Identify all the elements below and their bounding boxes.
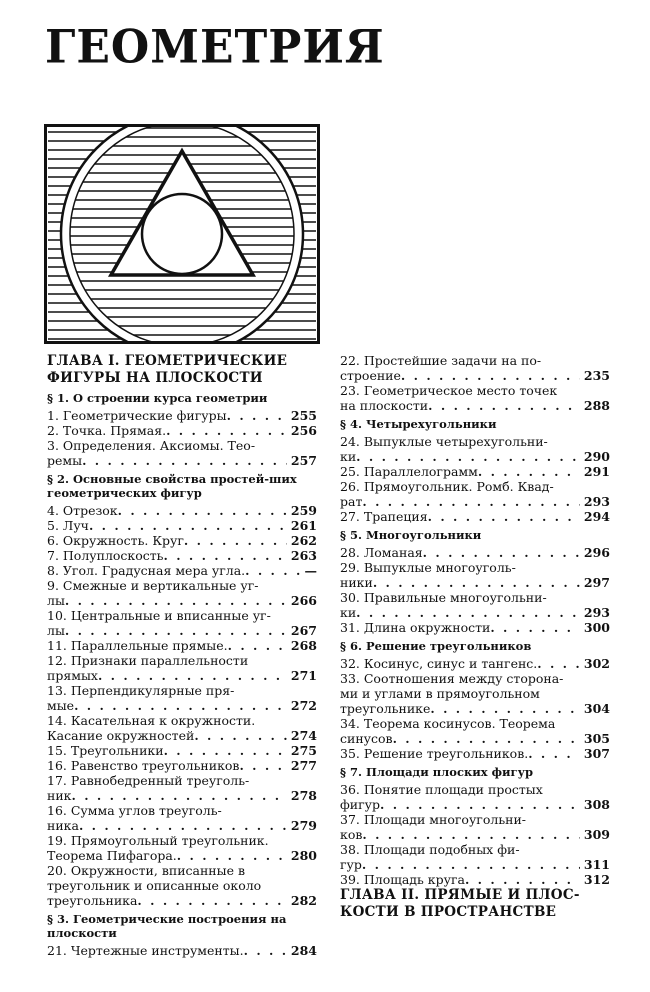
dot-leader [166, 423, 287, 438]
toc-entry-text: 16. Сумма углов треуголь- [47, 803, 222, 818]
toc-entry [340, 620, 610, 635]
page-number: 256 [290, 423, 317, 438]
section-heading: § 4. Четырехугольники [340, 417, 497, 431]
toc-entry [340, 560, 610, 590]
toc-entry-text: 38. Площади подобных фи- [340, 842, 520, 857]
dot-leader [356, 449, 580, 464]
toc-entry-text: 21. Чертежные инструменты. [47, 943, 244, 958]
toc-entry [340, 434, 610, 464]
page-number: 311 [583, 857, 610, 872]
dot-leader [244, 943, 287, 958]
toc-entry-text: 17. Равнобедренный треуголь- [47, 773, 250, 788]
page-number: 259 [290, 503, 317, 518]
toc-entry-text: гур [340, 857, 362, 872]
page-number: 293 [583, 494, 610, 509]
toc-entry [340, 671, 610, 716]
section-heading: § 2. Основные свойства простей-ших геометрических фигур [47, 472, 297, 500]
toc-entry [47, 518, 317, 533]
toc-entry [47, 563, 317, 578]
dot-leader [98, 668, 287, 683]
page-number: 278 [290, 788, 317, 803]
page-number: 309 [583, 827, 610, 842]
section-heading: § 7. Площади плоских фигур [340, 765, 534, 779]
toc-entry [47, 408, 317, 423]
toc-entry-text: 31. Длина окружности [340, 620, 491, 635]
toc-entry-text: 7. Полуплоскость [47, 548, 164, 563]
dot-leader [428, 509, 580, 524]
toc-entry-text: ки [340, 449, 357, 464]
page-number: 277 [290, 758, 317, 773]
toc-entry [340, 479, 610, 509]
page-number: 300 [583, 620, 610, 635]
dot-leader [373, 575, 580, 590]
dot-leader [65, 623, 287, 638]
toc-entry-text: синусов [340, 731, 393, 746]
page-number: 263 [290, 548, 317, 563]
toc-entry-text: мые [47, 698, 75, 713]
toc-entry-text: 20. Окружности, вписанные в [47, 863, 245, 878]
toc-entry-text: фигур [340, 797, 381, 812]
toc-entry-text: ник [47, 788, 72, 803]
dot-leader [71, 788, 286, 803]
toc-entry [340, 842, 610, 872]
toc-entry-text: 5. Луч [47, 518, 89, 533]
page-number: 274 [290, 728, 317, 743]
toc-entry [340, 872, 610, 887]
toc-entry-text: ки [340, 605, 357, 620]
toc-entry-text: 27. Трапеция [340, 509, 428, 524]
page-number: 267 [290, 623, 317, 638]
dot-leader [401, 368, 580, 383]
dot-leader [74, 698, 287, 713]
toc-entry-text: 32. Косинус, синус и тангенс. [340, 656, 538, 671]
page-number: 257 [290, 453, 317, 468]
toc-entry [340, 509, 610, 524]
dot-leader [118, 503, 287, 518]
page-number: 272 [290, 698, 317, 713]
toc-entry [47, 503, 317, 518]
toc-entry [47, 608, 317, 638]
toc-entry [47, 423, 317, 438]
page-title: ГЕОМЕТРИЯ [45, 20, 385, 75]
page-number: 304 [583, 701, 610, 716]
page-number: 308 [583, 797, 610, 812]
toc-entry-text: 6. Окружность. Круг [47, 533, 184, 548]
page-number: 255 [290, 408, 317, 423]
toc-entry [47, 863, 317, 908]
section-heading: § 1. О строении курса геометрии [47, 391, 268, 405]
toc-entry [340, 812, 610, 842]
toc-entry [47, 578, 317, 608]
toc-entry [340, 353, 610, 383]
toc-entry [47, 943, 317, 958]
page-number: 302 [583, 656, 610, 671]
page-number: 271 [290, 668, 317, 683]
toc-entry-text: треугольнике [340, 701, 431, 716]
toc-entry [340, 464, 610, 479]
toc-entry-text: 10. Центральные и вписанные уг- [47, 608, 271, 623]
section-heading: § 5. Многоугольники [340, 528, 482, 542]
toc-entry-text: Теорема Пифагора. [47, 848, 177, 863]
chapter-heading: ГЛАВА II. ПРЯМЫЕ И ПЛОС- КОСТИ В ПРОСТРАНСТВЕ [340, 887, 580, 920]
toc-entry-text: 15. Треугольники [47, 743, 164, 758]
page-number: 268 [290, 638, 317, 653]
toc-entry-text: 8. Угол. Градусная мера угла. [47, 563, 246, 578]
toc-entry-text: ремы [47, 453, 83, 468]
toc-entry [47, 653, 317, 683]
page-number: 294 [583, 509, 610, 524]
page-number: 305 [583, 731, 610, 746]
toc-entry-text: 23. Геометрическое место точек [340, 383, 558, 398]
toc-entry-text: ков [340, 827, 363, 842]
dot-leader [89, 518, 287, 533]
dot-leader [65, 593, 287, 608]
page-number: 262 [290, 533, 317, 548]
page-number: 235 [583, 368, 610, 383]
dot-leader [356, 605, 580, 620]
toc-entry-text: 25. Параллелограмм [340, 464, 478, 479]
page-number: 266 [290, 593, 317, 608]
toc-entry-text: 19. Прямоугольный треугольник. [47, 833, 269, 848]
dot-leader [528, 746, 580, 761]
toc-entry-text: 16. Равенство треугольников [47, 758, 240, 773]
dot-leader [177, 848, 287, 863]
page-number: 291 [583, 464, 610, 479]
toc-entry-text: прямых [47, 668, 98, 683]
page-number: 307 [583, 746, 610, 761]
toc-entry [340, 656, 610, 671]
dot-leader [239, 758, 286, 773]
toc-entry [340, 383, 610, 413]
toc-entry [47, 758, 317, 773]
page-number: 261 [290, 518, 317, 533]
toc-entry-text: 1. Геометрические фигуры [47, 408, 227, 423]
toc-entry [340, 590, 610, 620]
toc-entry-text: 29. Выпуклые многоуголь- [340, 560, 516, 575]
toc-right-column [340, 353, 610, 922]
page-number: 297 [583, 575, 610, 590]
toc-entry-text: 4. Отрезок [47, 503, 118, 518]
toc-entry-text: 39. Площадь круга [340, 872, 465, 887]
toc-entry-text: треугольник и описанные около [47, 878, 262, 893]
dot-leader [137, 893, 286, 908]
toc-entry [47, 713, 317, 743]
toc-entry-text: 13. Перпендикулярные пря- [47, 683, 235, 698]
dot-leader [393, 731, 580, 746]
toc-entry-text: 26. Прямоугольник. Ромб. Квад- [340, 479, 554, 494]
toc-entry [47, 683, 317, 713]
toc-left-column [47, 353, 317, 958]
toc-entry-text: лы [47, 593, 65, 608]
section-heading: § 6. Решение треугольников [340, 639, 532, 653]
toc-entry-text: 3. Определения. Аксиомы. Тео- [47, 438, 256, 453]
dot-leader [184, 533, 287, 548]
toc-entry [47, 438, 317, 468]
dot-leader [163, 548, 286, 563]
toc-entry-text: 37. Площади многоугольни- [340, 812, 527, 827]
toc-entry [47, 548, 317, 563]
toc-entry [340, 545, 610, 560]
page-number: 279 [290, 818, 317, 833]
dot-leader [164, 743, 287, 758]
toc-entry-text: ми и углами в прямоугольном [340, 686, 540, 701]
toc-entry-text: Касание окружностей [47, 728, 195, 743]
dot-leader [380, 797, 580, 812]
page-number: 293 [583, 605, 610, 620]
dot-leader [245, 563, 300, 578]
toc-entry-text: 2. Точка. Прямая. [47, 423, 167, 438]
page-number: 290 [583, 449, 610, 464]
toc-entry-text: 36. Понятие площади простых [340, 782, 543, 797]
dot-leader [362, 494, 580, 509]
toc-entry-text: 22. Простейшие задачи на по- [340, 353, 542, 368]
page-number: 296 [583, 545, 610, 560]
toc-entry-text: 28. Ломаная [340, 545, 423, 560]
dot-leader [490, 620, 580, 635]
toc-entry-text: треугольника [47, 893, 138, 908]
page-number: 282 [290, 893, 317, 908]
dot-leader [537, 656, 580, 671]
toc-entry [47, 803, 317, 833]
toc-entry-text: ники [340, 575, 373, 590]
toc-entry [340, 746, 610, 761]
dot-leader [428, 398, 580, 413]
dot-leader [227, 408, 287, 423]
page-number: 280 [290, 848, 317, 863]
toc-entry-text: 35. Решение треугольников. [340, 746, 529, 761]
toc-entry-text: 30. Правильные многоугольни- [340, 590, 547, 605]
dot-leader [79, 818, 287, 833]
toc-entry-text: 33. Соотношения между сторона- [340, 671, 564, 686]
toc-entry-text: строение [340, 368, 401, 383]
toc-entry [47, 773, 317, 803]
dot-leader [194, 728, 287, 743]
dot-leader [228, 638, 287, 653]
page-number: 312 [583, 872, 610, 887]
dot-leader [430, 701, 580, 716]
chapter-heading: ГЛАВА I. ГЕОМЕТРИЧЕСКИЕ ФИГУРЫ НА ПЛОСКОСТИ [47, 353, 288, 386]
toc-entry [340, 782, 610, 812]
toc-entry [340, 716, 610, 746]
toc-entry-text: 9. Смежные и вертикальные уг- [47, 578, 259, 593]
toc-entry-text: 12. Признаки параллельности [47, 653, 249, 668]
dot-leader [362, 827, 580, 842]
toc-entry-text: 11. Параллельные прямые. [47, 638, 228, 653]
toc-entry-text: 34. Теорема косинусов. Теорема [340, 716, 556, 731]
toc-entry-text: 14. Касательная к окружности. [47, 713, 256, 728]
geometry-emblem [44, 124, 320, 344]
toc-entry-text: 24. Выпуклые четырехугольни- [340, 434, 548, 449]
dot-leader [478, 464, 580, 479]
toc-entry [47, 533, 317, 548]
toc-entry-text: на плоскости [340, 398, 429, 413]
dot-leader [362, 857, 580, 872]
section-heading: § 3. Геометрические построения на плоскости [47, 912, 287, 940]
page-number: 284 [290, 943, 317, 958]
dot-leader [465, 872, 580, 887]
page-number: 288 [583, 398, 610, 413]
toc-entry [47, 743, 317, 758]
dot-leader [82, 453, 287, 468]
toc-entry [47, 638, 317, 653]
toc-entry-text: рат [340, 494, 363, 509]
page-number: 275 [290, 743, 317, 758]
dot-leader [423, 545, 580, 560]
toc-entry-text: лы [47, 623, 65, 638]
toc-entry-text: ника [47, 818, 79, 833]
toc-entry [47, 833, 317, 863]
page-number: — [304, 563, 317, 578]
